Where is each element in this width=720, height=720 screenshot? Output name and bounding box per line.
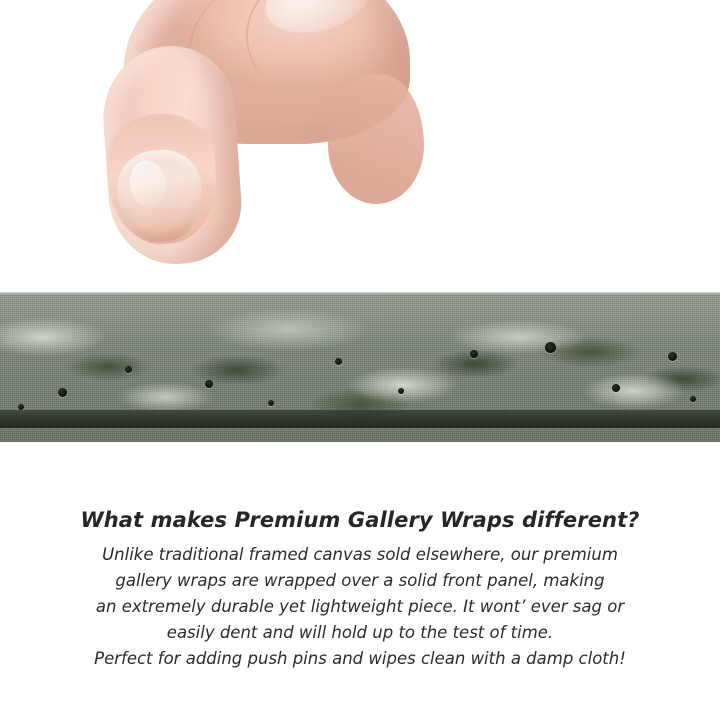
canvas-bottom-shadow <box>0 410 720 428</box>
canvas-speck <box>612 384 620 392</box>
canvas-speck <box>335 358 342 365</box>
body-line-4: easily dent and will hold up to the test of time. <box>166 623 554 642</box>
canvas-speck <box>205 380 213 388</box>
canvas-speck <box>545 342 556 353</box>
body-line-5: Perfect for adding push pins and wipes clean with a damp cloth! <box>94 649 626 668</box>
canvas-top-edge <box>0 292 720 295</box>
body-line-3: an extremely durable yet lightweight piece. It wont’ ever sag or <box>95 597 625 616</box>
canvas-speck <box>58 388 67 397</box>
canvas-speck <box>268 400 274 406</box>
photo-top-area <box>0 0 720 292</box>
canvas-speck <box>668 352 677 361</box>
canvas-speck <box>690 396 696 402</box>
body-line-1: Unlike traditional framed canvas sold elsewhere, our premium <box>102 545 618 564</box>
marketing-copy <box>0 470 720 672</box>
body-line-2: gallery wraps are wrapped over a solid front panel, making <box>115 571 605 590</box>
hand-graphic <box>96 0 426 292</box>
thumb-edge <box>328 74 424 204</box>
canvas-edge-strip <box>0 292 720 442</box>
canvas-speck <box>470 350 478 358</box>
canvas-speck <box>398 388 404 394</box>
canvas-speck <box>125 366 132 373</box>
page-title: What makes Premium Gallery Wraps different? <box>80 508 640 532</box>
